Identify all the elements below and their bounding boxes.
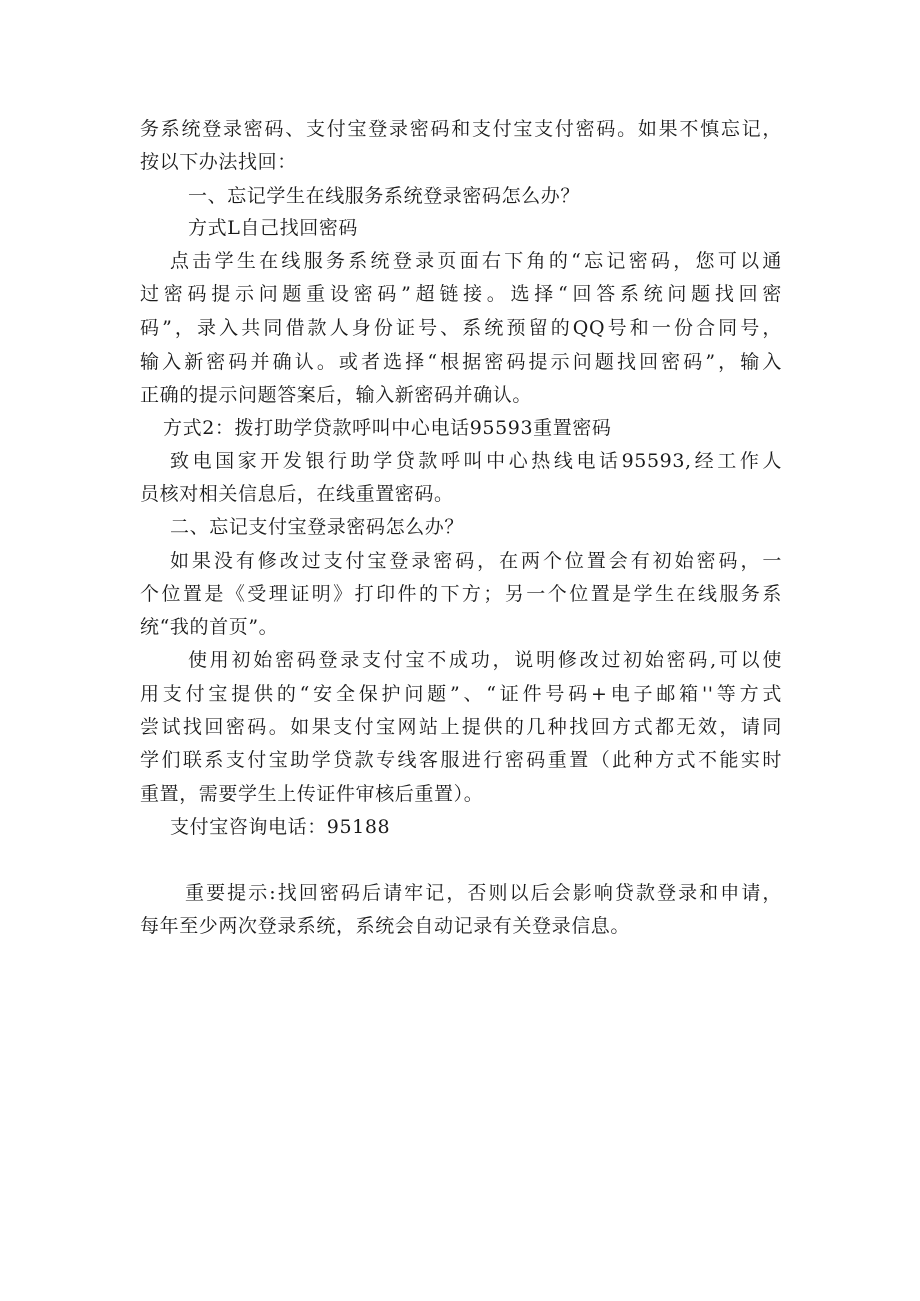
section-heading: 二、忘记支付宝登录密码怎么办？ [170, 516, 465, 538]
body-line: 个位置是《受理证明》打印件的下方；另一个位置是学生在线服务系 [140, 583, 782, 605]
body-line: 输入新密码并确认。或者选择“根据密码提示问题找回密码”，输入 [140, 351, 782, 373]
body-line: 务系统登录密码、支付宝登录密码和支付宝支付密码。如果不慎忘记， [140, 118, 782, 140]
important-note-line: 每年至少两次登录系统，系统会自动记录有关登录信息。 [140, 915, 631, 937]
body-line: 员核对相关信息后，在线重置密码。 [140, 483, 454, 505]
subsection-heading: 方式L自己找回密码 [188, 217, 359, 239]
body-line: 重置，需要学生上传证件审核后重置）。 [140, 783, 484, 805]
body-line: 过密码提示问题重设密码”超链接。选择“回答系统问题找回密 [140, 283, 782, 305]
body-line: 按以下办法找回： [140, 151, 297, 173]
body-line: 如果没有修改过支付宝登录密码，在两个位置会有初始密码，一 [170, 550, 782, 572]
section-heading: 一、忘记学生在线服务系统登录密码怎么办？ [188, 185, 581, 207]
body-line: 使用初始密码登录支付宝不成功，说明修改过初始密码,可以使 [188, 649, 782, 671]
important-note-line: 重要提示:找回密码后请牢记，否则以后会影响贷款登录和申请， [185, 882, 782, 904]
body-line: 统“我的首页”。 [140, 616, 279, 638]
body-line: 学们联系支付宝助学贷款专线客服进行密码重置（此种方式不能实时 [140, 749, 782, 771]
subsection-heading: 方式2：拨打助学贷款呼叫中心电话95593重置密码 [163, 417, 612, 439]
body-line: 致电国家开发银行助学贷款呼叫中心热线电话95593,经工作人 [170, 450, 782, 472]
body-line: 尝试找回密码。如果支付宝网站上提供的几种找回方式都无效，请同 [140, 716, 782, 738]
body-line: 用支付宝提供的“安全保护问题”、“证件号码+电子邮箱''等方式 [140, 683, 782, 705]
body-line: 正确的提示问题答案后，输入新密码并确认。 [140, 384, 533, 406]
body-line: 点击学生在线服务系统登录页面右下角的“忘记密码，您可以通 [170, 250, 782, 272]
body-line: 码”，录入共同借款人身份证号、系统预留的QQ号和一份合同号， [140, 317, 782, 339]
contact-phone-line: 支付宝咨询电话：95188 [170, 816, 391, 838]
